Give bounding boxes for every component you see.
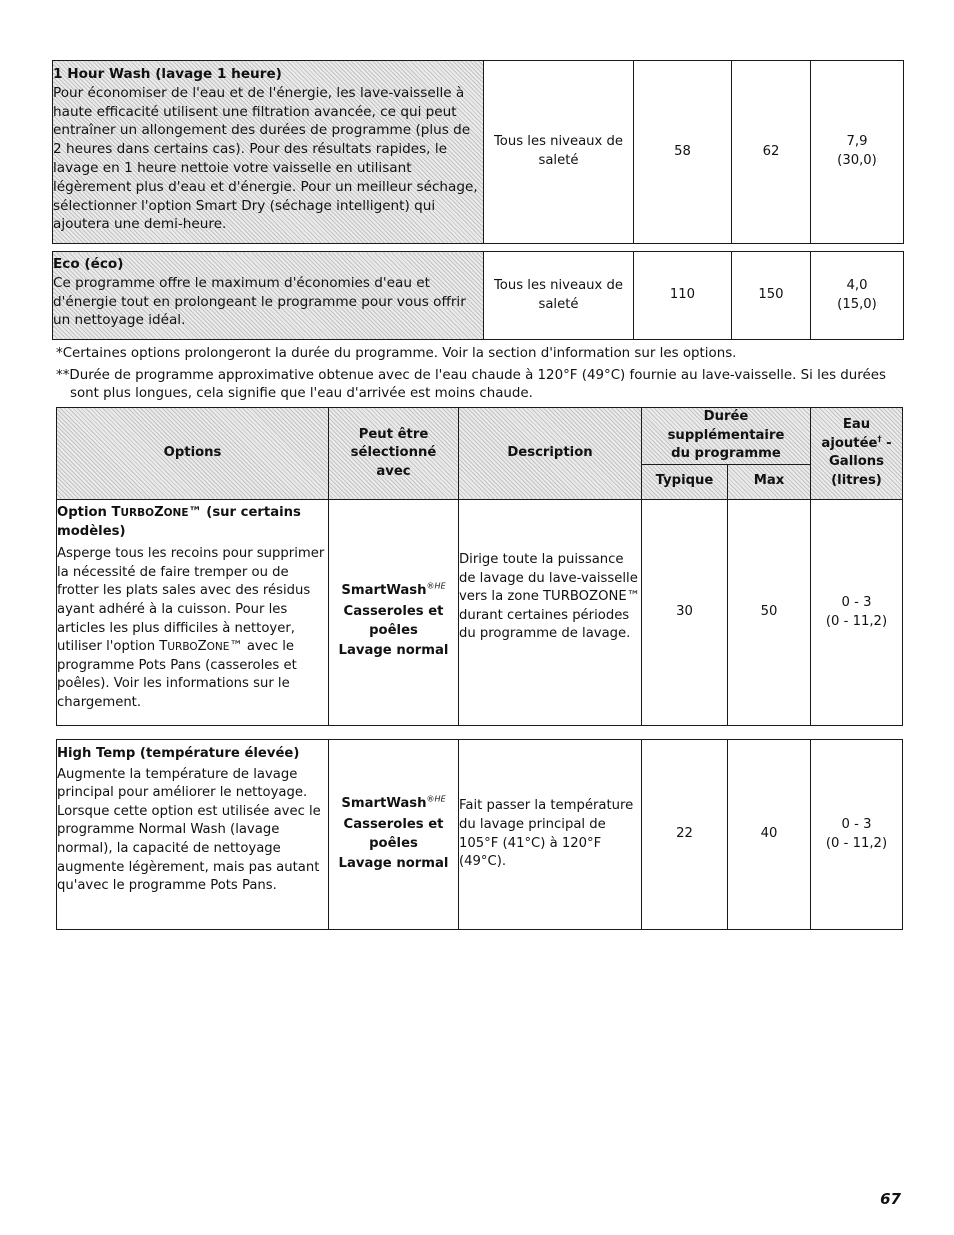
header-options: Options <box>57 408 329 500</box>
option-title <box>57 504 328 541</box>
footnote-2-line2: sont plus longues, cela signifie que l'eau d'arrivée est moins chaude. <box>70 386 533 401</box>
option-water <box>811 740 903 930</box>
option-body-part: ™ avec le programme Pots Pans (casseroles et poêles). Voir les informations sur le chargement. <box>57 639 297 710</box>
option-table-turbozone <box>56 499 903 726</box>
program-table-eco <box>52 251 904 340</box>
program-water-gal: 7,9 <box>846 134 868 150</box>
header-selectable: Peut être sélectionné avec <box>329 408 459 500</box>
program-water <box>811 252 904 340</box>
option-time-typical: 30 <box>642 500 728 726</box>
program-title: 1 Hour Wash (lavage 1 heure) <box>53 66 282 82</box>
program-time-max: 150 <box>732 252 811 340</box>
program-desc-cell <box>53 61 484 244</box>
selectable-smartwash <box>337 582 450 601</box>
dagger-mark: † <box>877 434 882 444</box>
selectable-normal: Lavage normal <box>338 643 449 659</box>
option-body-part: Asperge tous les recoins pour supprimer la nécessité de faire tremper ou de frotter les plats sales avec des résidus ayant adhéré à la cuisson. Pour les articles les plus difficiles à nettoyer, utiliser l'option T <box>57 546 325 655</box>
header-water-rest: - Gallons (litres) <box>828 435 892 488</box>
program-title: Eco (éco) <box>53 256 124 272</box>
program-soil-level: Tous les niveaux de saleté <box>484 61 634 244</box>
option-water-gal: 0 - 3 <box>841 594 872 610</box>
option-title-part: ™ (sur certains modèles) <box>57 505 301 539</box>
program-time-max: 62 <box>732 61 811 244</box>
program-time-typical: 58 <box>634 61 732 244</box>
option-selectable-cell <box>329 740 459 930</box>
header-extra-time: Durée supplémentaire du programme <box>642 408 811 465</box>
option-water-litres: (0 - 11,2) <box>825 835 888 851</box>
footnote-1: *Certaines options prolongeront la durée du programme. Voir la section d'information sur les options. <box>56 346 737 361</box>
page-number: 67 <box>880 1190 901 1208</box>
option-water-gal: 0 - 3 <box>841 816 872 832</box>
option-body <box>57 545 328 712</box>
header-water-added <box>811 408 903 500</box>
option-body-part: Z <box>197 639 207 655</box>
program-water-litres: (15,0) <box>837 296 877 312</box>
selectable-pots: Casseroles et poêles <box>343 603 444 638</box>
program-time-typical: 110 <box>634 252 732 340</box>
program-water <box>811 61 904 244</box>
selectable-normal: Lavage normal <box>338 856 449 872</box>
header-max: Max <box>728 464 811 499</box>
header-description: Description <box>459 408 642 500</box>
option-selectable-cell <box>329 500 459 726</box>
program-description: Pour économiser de l'eau et de l'énergie, les lave-vaisselle à haute efficacité utilisent une filtration avancée, ce qui peut entraîner un allongement des durées de programme (plus de 2 heures dans certains cas). Pour des résultats rapides, le lavage en 1 heure nettoie votre vaisselle en utilisant légèrement plus d'eau et d'énergie. Pour un meilleur séchage, sélectionner l'option Smart Dry (séchage intelligent) qui ajoutera une demi-heure. <box>53 84 478 233</box>
program-water-gal: 4,0 <box>846 277 868 293</box>
option-body: Augmente la température de lavage principal pour améliorer le nettoyage. Lorsque cette option est utilisée avec le programme Normal Wash (lavage normal), la capacité de nettoyage augmente légèrement, mais pas autant qu'avec le programme Pots Pans. <box>57 766 321 894</box>
program-table-1hour <box>52 60 904 244</box>
option-title-part: ONE <box>163 507 189 519</box>
option-desc-cell <box>57 500 329 726</box>
selectable-pots: Casseroles et poêles <box>343 816 444 851</box>
header-typical: Typique <box>642 464 728 499</box>
header-water-main: Eau ajoutée <box>821 417 878 451</box>
option-effect-description: Dirige toute la puissance de lavage du lave-vaisselle vers la zone TURBOZONE™ durant certaines périodes du programme de lavage. <box>459 500 642 726</box>
option-time-typical: 22 <box>642 740 728 930</box>
program-description: Ce programme offre le maximum d'économies d'eau et d'énergie tout en prolongeant le programme pour vous offrir un nettoyage idéal. <box>53 274 466 329</box>
selectable-smartwash <box>337 795 450 814</box>
program-water-litres: (30,0) <box>837 153 877 168</box>
option-body-part: ONE <box>206 641 230 654</box>
option-title: High Temp (température élevée) <box>57 746 300 761</box>
option-title-part: Z <box>154 505 164 520</box>
option-desc-cell <box>57 740 329 930</box>
option-water-litres: (0 - 11,2) <box>825 613 888 629</box>
smartwash-sup: ®HE <box>426 794 446 804</box>
smartwash-sup: ®HE <box>426 581 446 591</box>
option-time-max: 50 <box>728 500 811 726</box>
program-soil-level: Tous les niveaux de saleté <box>484 252 634 340</box>
option-table-hightemp <box>56 739 903 930</box>
program-desc-cell <box>53 252 484 340</box>
option-time-max: 40 <box>728 740 811 930</box>
option-title-part: URBO <box>120 507 155 519</box>
option-effect-description: Fait passer la température du lavage principal de 105°F (41°C) à 120°F (49°C). <box>459 740 642 930</box>
option-title-part: Option T <box>57 505 121 520</box>
footnote-2-line1: **Durée de programme approximative obtenue avec de l'eau chaude à 120°F (49°C) fournie au lave-vaisselle. Si les durées <box>56 368 886 383</box>
options-header-table <box>56 407 903 500</box>
option-water <box>811 500 903 726</box>
option-body-part: URBO <box>167 641 198 654</box>
smartwash-label: SmartWash <box>341 583 427 599</box>
smartwash-label: SmartWash <box>341 796 427 812</box>
